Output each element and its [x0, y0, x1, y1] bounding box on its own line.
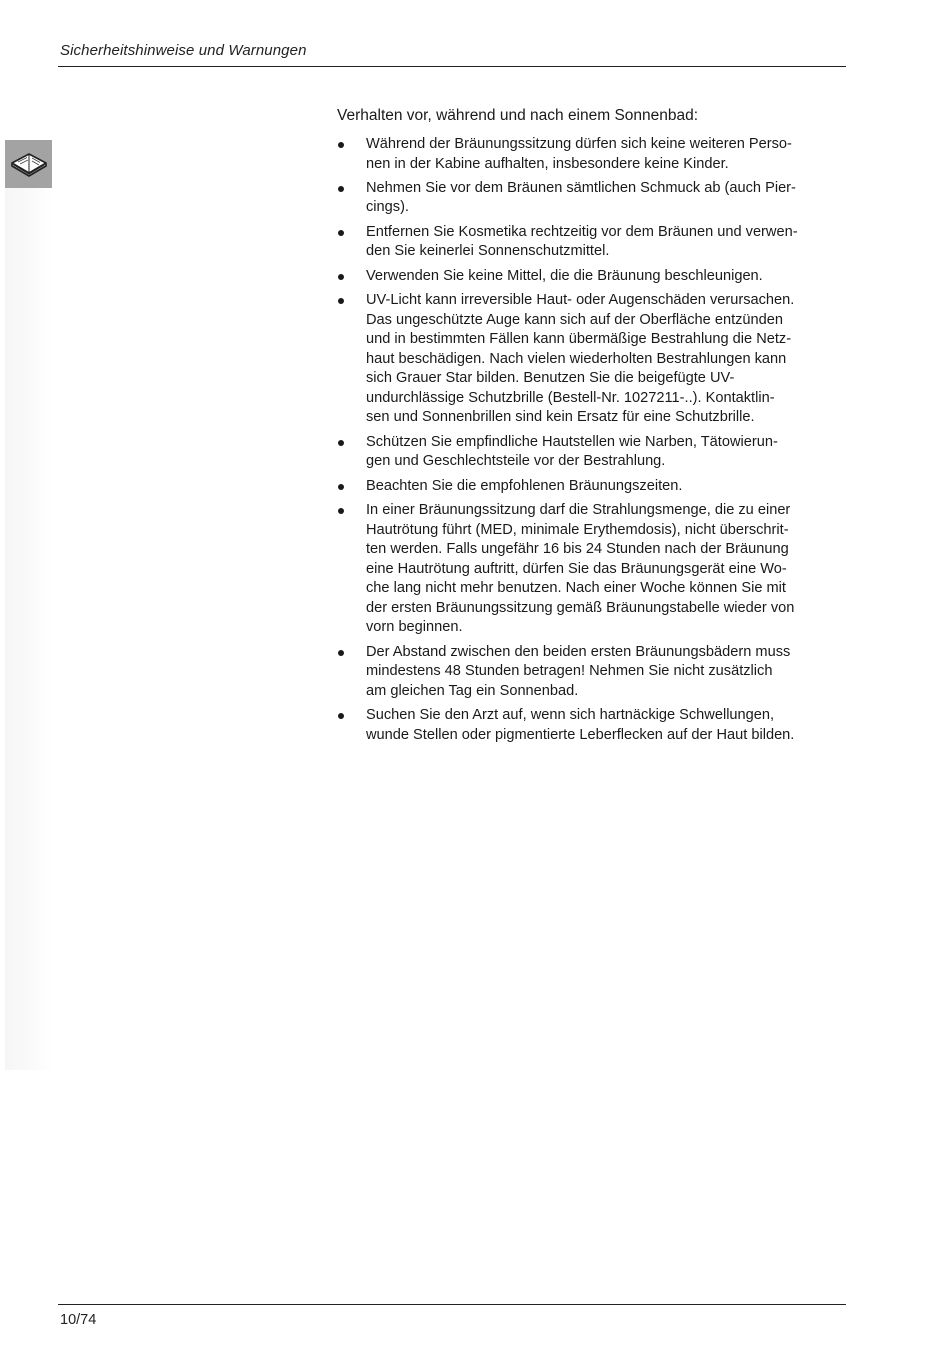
intro-heading: Verhalten vor, während und nach einem Sonnenbad:: [337, 107, 699, 124]
list-item: [337, 643, 847, 702]
list-item-text: Beachten Sie die empfohlenen Bräunungszeiten.: [366, 477, 683, 494]
page-number: 10/74: [60, 1312, 97, 1328]
sidebar-strip: [5, 140, 52, 1070]
list-item-text: Entfernen Sie Kosmetika rechtzeitig vor dem Bräunen und verwen- den Sie keinerlei Sonnenschutzmittel.: [366, 223, 798, 260]
bullet-icon: [338, 508, 344, 514]
bullet-icon: [338, 650, 344, 656]
list-item: [337, 135, 847, 174]
main-content: [337, 106, 847, 750]
list-item-text: In einer Bräunungssitzung darf die Strahlungsmenge, die zu einer Hautrötung führt (MED, minimale Erythemdosis), nicht überschrit- ten werden. Falls ungefähr 16 bis 24 Stunden nach der Bräunung eine Hautrötung auftritt, dürfen Sie das Bräunungsgerät eine Wo- che lang nicht mehr benutzen. Nach einer Woche können Sie mit der ersten Bräunungssitzung gemäß Bräunungstabelle wieder von vorn beginnen.: [366, 501, 795, 636]
page-header-title: Sicherheitshinweise und Warnungen: [60, 42, 307, 59]
bullet-icon: [338, 230, 344, 236]
footer-divider: [58, 1304, 846, 1305]
safety-list: [337, 135, 847, 745]
list-item-text: Der Abstand zwischen den beiden ersten Bräunungsbädern muss mindestens 48 Stunden betragen! Nehmen Sie nicht zusätzlich am gleichen Tag ein Sonnenbad.: [366, 643, 791, 699]
list-item: [337, 501, 847, 638]
list-item-text: Schützen Sie empfindliche Hautstellen wie Narben, Tätowierun- gen und Geschlechtsteile vor der Bestrahlung.: [366, 433, 778, 470]
bullet-icon: [338, 440, 344, 446]
list-item-text: Nehmen Sie vor dem Bräunen sämtlichen Schmuck ab (auch Pier- cings).: [366, 179, 796, 216]
list-item: [337, 223, 847, 262]
section-marker: [5, 140, 52, 188]
list-item: [337, 706, 847, 745]
list-item: [337, 179, 847, 218]
header-divider: [58, 66, 846, 67]
list-item: [337, 267, 847, 287]
list-item-text: Während der Bräunungssitzung dürfen sich keine weiteren Perso- nen in der Kabine aufhalten, insbesondere keine Kinder.: [366, 136, 792, 172]
list-item: [337, 291, 847, 428]
bullet-icon: [338, 713, 344, 719]
bullet-icon: [338, 484, 344, 490]
list-item-text: Verwenden Sie keine Mittel, die die Bräunung beschleunigen.: [366, 267, 763, 284]
list-item-text: Suchen Sie den Arzt auf, wenn sich hartnäckige Schwellungen, wunde Stellen oder pigmentierte Leberflecken auf der Haut bilden.: [366, 707, 795, 743]
list-item: [337, 477, 847, 497]
bullet-icon: [338, 274, 344, 280]
list-item: [337, 433, 847, 472]
bullet-icon: [338, 298, 344, 304]
bullet-icon: [338, 142, 344, 148]
bullet-icon: [338, 186, 344, 192]
list-item-text: UV-Licht kann irreversible Haut- oder Augenschäden verursachen. Das ungeschützte Auge kann sich auf der Oberfläche entzünden und in bestimmten Fällen kann übermäßige Bestrahlung die Netz- haut beschädigen. Nach vielen wiederholten Bestrahlungen kann sich Grauer Star bilden. Benutzen Sie die beigefügte UV- undurchlässige Schutzbrille (Bestell-Nr. 1027211-..). Kontaktlin- sen und Sonnenbrillen sind kein Ersatz für eine Schutzbrille.: [366, 291, 795, 426]
